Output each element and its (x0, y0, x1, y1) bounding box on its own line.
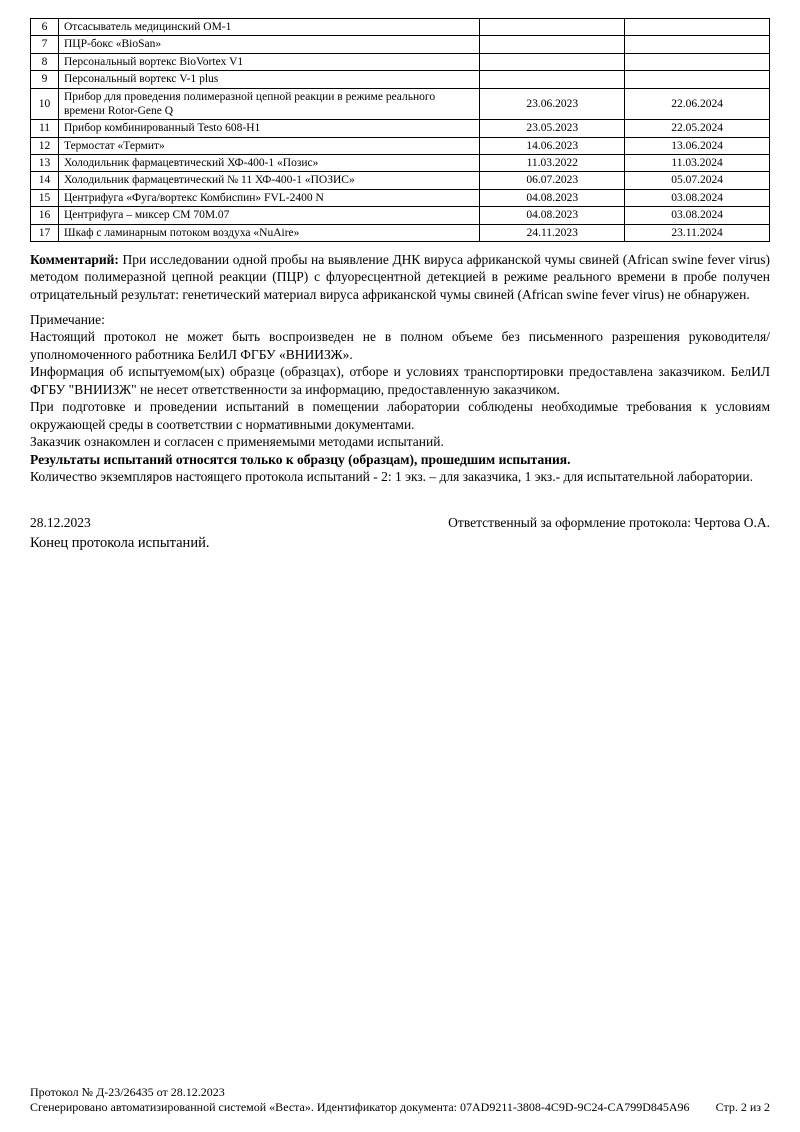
row-number: 8 (31, 53, 59, 70)
verification-date (480, 36, 625, 53)
row-number: 6 (31, 19, 59, 36)
verification-date (480, 19, 625, 36)
valid-until-date: 03.08.2024 (625, 189, 770, 206)
valid-until-date (625, 53, 770, 70)
row-number: 17 (31, 224, 59, 241)
equipment-name: Прибор для проведения полимеразной цепной реакции в режиме реального времени Rotor-Gene Q (58, 88, 479, 120)
equipment-name: ПЦР-бокс «BioSan» (58, 36, 479, 53)
note-paragraph: Информация об испытуемом(ых) образце (образцах), отборе и условиях транспортировки предоставлена заказчиком. БелИЛ ФГБУ "ВНИИЗЖ" не несет ответственности за информацию, предоставленную заказчиком. (30, 364, 770, 397)
table-row (31, 19, 770, 36)
equipment-name: Шкаф с ламинарным потоком воздуха «NuAire» (58, 224, 479, 241)
row-number: 15 (31, 189, 59, 206)
verification-date: 06.07.2023 (480, 172, 625, 189)
equipment-name: Центрифуга – миксер СМ 70М.07 (58, 207, 479, 224)
valid-until-date: 11.03.2024 (625, 155, 770, 172)
note-results-bold: Результаты испытаний относятся только к образцу (образцам), прошедшим испытания. (30, 451, 571, 467)
table-row (31, 207, 770, 224)
table-row (31, 120, 770, 137)
equipment-name: Прибор комбинированный Testo 608-H1 (58, 120, 479, 137)
notes-label: Примечание: (30, 311, 105, 327)
commentary-paragraph (30, 251, 770, 304)
table-row (31, 189, 770, 206)
equipment-name: Термостат «Термит» (58, 137, 479, 154)
table-row (31, 53, 770, 70)
table-row (31, 137, 770, 154)
table-row (31, 36, 770, 53)
end-of-protocol-text: Конец протокола испытаний. (30, 534, 210, 551)
row-number: 9 (31, 71, 59, 88)
note-paragraph: При подготовке и проведении испытаний в помещении лаборатории соблюдены необходимые требования к условиям окружающей среды в соответствии с нормативными документами. (30, 399, 770, 432)
footer-protocol-number: Протокол № Д-23/26435 от 28.12.2023 (30, 1084, 225, 1099)
table-row (31, 172, 770, 189)
equipment-name: Персональный вортекс V-1 plus (58, 71, 479, 88)
valid-until-date: 05.07.2024 (625, 172, 770, 189)
verification-date: 23.05.2023 (480, 120, 625, 137)
valid-until-date (625, 36, 770, 53)
verification-date: 14.06.2023 (480, 137, 625, 154)
equipment-name: Отсасыватель медицинский ОМ-1 (58, 19, 479, 36)
valid-until-date: 03.08.2024 (625, 207, 770, 224)
table-row (31, 71, 770, 88)
verification-date (480, 53, 625, 70)
row-number: 12 (31, 137, 59, 154)
signoff-responsible: Ответственный за оформление протокола: Чертова О.А. (448, 514, 770, 530)
valid-until-date: 22.05.2024 (625, 120, 770, 137)
equipment-table (30, 18, 770, 242)
footer (30, 1085, 770, 1116)
note-paragraph: Заказчик ознакомлен и согласен с применяемыми методами испытаний. (30, 434, 444, 450)
row-number: 11 (31, 120, 59, 137)
row-number: 13 (31, 155, 59, 172)
equipment-name: Холодильник фармацевтический № 11 ХФ-400-1 «ПОЗИС» (58, 172, 479, 189)
commentary-text: При исследовании одной пробы на выявление ДНК вируса африканской чумы свиней (African swine fever virus) методом полимеразной цепной реакции (ПЦР) с флуоресцентной детекцией в режиме реального времени в пробе получен отрицательный результат: генетический материал вируса африканской чумы свиней (African swine fever virus) не обнаружен. (30, 251, 770, 302)
footer-generated-text: Сгенерировано автоматизированной системой «Веста». Идентификатор документа: 07AD9211-3808-4C9D-9C24-CA799D845A96 (30, 1100, 690, 1115)
verification-date: 23.06.2023 (480, 88, 625, 120)
verification-date: 11.03.2022 (480, 155, 625, 172)
signoff-row (30, 514, 770, 532)
equipment-name: Персональный вортекс BioVortex V1 (58, 53, 479, 70)
row-number: 10 (31, 88, 59, 120)
verification-date: 24.11.2023 (480, 224, 625, 241)
row-number: 14 (31, 172, 59, 189)
note-copies: Количество экземпляров настоящего протокола испытаний - 2: 1 экз. – для заказчика, 1 экз.- для испытательной лаборатории. (30, 469, 753, 485)
note-paragraph: Настоящий протокол не может быть воспроизведен не в полном объеме без письменного разрешения руководителя/уполномоченного работника БелИЛ ФГБУ «ВНИИЗЖ». (30, 329, 770, 362)
table-row (31, 155, 770, 172)
row-number: 16 (31, 207, 59, 224)
verification-date: 04.08.2023 (480, 189, 625, 206)
equipment-name: Холодильник фармацевтический ХФ-400-1 «Позис» (58, 155, 479, 172)
table-row (31, 224, 770, 241)
valid-until-date (625, 71, 770, 88)
valid-until-date: 22.06.2024 (625, 88, 770, 120)
commentary-label: Комментарий: (30, 251, 119, 267)
signoff-date: 28.12.2023 (30, 514, 91, 530)
notes-section (30, 311, 770, 486)
valid-until-date: 23.11.2024 (625, 224, 770, 241)
footer-page-number: Стр. 2 из 2 (715, 1100, 770, 1115)
table-row (31, 88, 770, 120)
row-number: 7 (31, 36, 59, 53)
verification-date (480, 71, 625, 88)
valid-until-date (625, 19, 770, 36)
verification-date: 04.08.2023 (480, 207, 625, 224)
equipment-name: Центрифуга «Фуга/вортекс Комбиспин» FVL-2400 N (58, 189, 479, 206)
valid-until-date: 13.06.2024 (625, 137, 770, 154)
